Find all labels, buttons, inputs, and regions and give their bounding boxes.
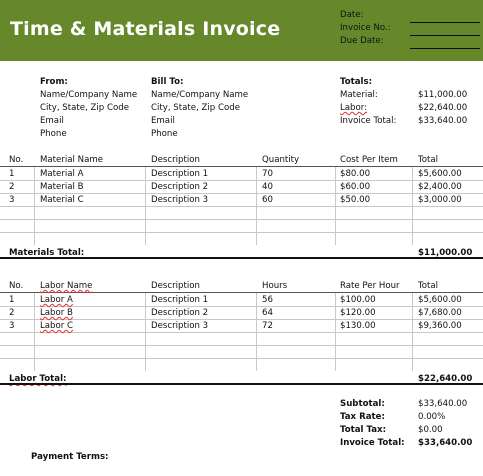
labor-total-label: Labor Total: <box>9 374 67 384</box>
materials-col-name: Material Name <box>40 155 103 165</box>
from-name[interactable]: Name/Company Name <box>40 90 138 100</box>
subtotal-value: $33,640.00 <box>418 399 468 409</box>
due-date-field[interactable] <box>340 36 480 49</box>
date-field[interactable] <box>340 10 480 23</box>
totals-invoice-total-value: $33,640.00 <box>418 116 468 126</box>
from-label: From: <box>40 77 68 87</box>
materials-col-description: Description <box>151 155 200 165</box>
materials-col-quantity: Quantity <box>262 155 300 165</box>
invoice-header <box>0 0 483 61</box>
totals-material-value: $11,000.00 <box>418 90 468 100</box>
subtotal-label: Subtotal: <box>340 399 385 409</box>
payment-terms-label: Payment Terms: <box>31 452 109 462</box>
labor-total-rule <box>0 383 483 385</box>
due-date-line <box>410 48 480 49</box>
labor-col-name: Labor Name <box>40 281 93 291</box>
materials-total-value: $11,000.00 <box>418 248 473 258</box>
total-tax-value: $0.00 <box>418 425 443 435</box>
invoice-total-label: Invoice Total: <box>340 438 405 448</box>
materials-col-cost: Cost Per Item <box>340 155 398 165</box>
labor-col-rate: Rate Per Hour <box>340 281 400 291</box>
labor-total-value: $22,640.00 <box>418 374 473 384</box>
labor-header-divider <box>0 292 483 293</box>
bill-to-city[interactable]: City, State, Zip Code <box>151 103 240 113</box>
bill-to-email[interactable]: Email <box>151 116 175 126</box>
totals-label: Totals: <box>340 77 373 87</box>
invoice-no-label: Invoice No.: <box>340 23 391 33</box>
tax-rate-label: Tax Rate: <box>340 412 385 422</box>
page-title: Time & Materials Invoice <box>10 18 281 40</box>
materials-total-rule <box>0 257 483 259</box>
tax-rate-value[interactable]: 0.00% <box>418 412 446 422</box>
from-phone[interactable]: Phone <box>40 129 67 139</box>
date-label: Date: <box>340 10 364 20</box>
materials-total-label: Materials Total: <box>9 248 85 258</box>
totals-labor-label: Labor: <box>340 103 368 113</box>
totals-invoice-total-label: Invoice Total: <box>340 116 397 126</box>
bill-to-label: Bill To: <box>151 77 184 87</box>
invoice-total-value: $33,640.00 <box>418 438 473 448</box>
bill-to-name[interactable]: Name/Company Name <box>151 90 249 100</box>
materials-col-total: Total <box>418 155 439 165</box>
labor-col-no: No. <box>9 281 24 291</box>
materials-header-divider <box>0 166 483 167</box>
from-city[interactable]: City, State, Zip Code <box>40 103 129 113</box>
invoice-no-field[interactable] <box>340 23 480 36</box>
from-email[interactable]: Email <box>40 116 64 126</box>
bill-to-phone[interactable]: Phone <box>151 129 178 139</box>
totals-material-label: Material: <box>340 90 378 100</box>
labor-col-description: Description <box>151 281 200 291</box>
totals-labor-value: $22,640.00 <box>418 103 468 113</box>
materials-col-no: No. <box>9 155 24 165</box>
labor-col-hours: Hours <box>262 281 288 291</box>
total-tax-label: Total Tax: <box>340 425 387 435</box>
due-date-label: Due Date: <box>340 36 384 46</box>
labor-col-total: Total <box>418 281 439 291</box>
